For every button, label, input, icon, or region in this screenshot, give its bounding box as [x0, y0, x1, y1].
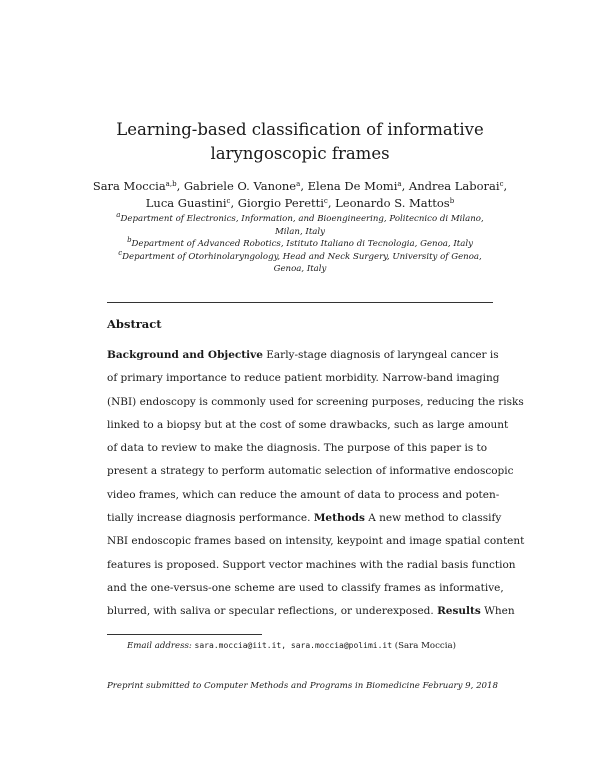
- paper-title: [0, 118, 600, 166]
- abstract-line: [107, 414, 509, 437]
- author-name: Elena De Momi: [307, 179, 398, 193]
- title-line-1: Learning-based classification of informative: [116, 120, 484, 139]
- abstract-line: [107, 577, 504, 600]
- abstract-line: [107, 554, 516, 577]
- footnote-email: [127, 640, 456, 652]
- abstract-text: present a strategy to perform automatic selection of informative endoscopic: [107, 465, 514, 478]
- title-line-2: laryngoscopic frames: [210, 144, 390, 163]
- author-affil-mark: c: [226, 197, 231, 205]
- author-name: Gabriele O. Vanone: [183, 179, 297, 193]
- abstract-heading: Abstract: [107, 317, 162, 331]
- abstract-text: and the one-versus-one scheme are used to classify frames as informative,: [107, 581, 504, 594]
- abstract-text: tially increase diagnosis performance.: [107, 512, 314, 525]
- abstract-divider: [107, 302, 493, 303]
- abstract-text: features is proposed. Support vector machines with the radial basis function: [107, 558, 516, 571]
- abstract-line: [107, 344, 499, 367]
- author-affil-mark: b: [449, 197, 455, 205]
- author-affil-mark: c: [499, 180, 504, 188]
- abstract-line: [107, 530, 525, 553]
- abstract-line: [107, 507, 502, 530]
- affiliation-c-cont: Genoa, Italy: [273, 264, 327, 275]
- abstract-text: of data to review to make the diagnosis. The purpose of this paper is to: [107, 442, 488, 455]
- author-name: Sara Moccia: [92, 179, 166, 193]
- preprint-note: Preprint submitted to Computer Methods and Programs in Biomedicine February 9, 2018: [107, 681, 498, 691]
- author-name: Luca Guastini: [145, 196, 227, 210]
- abstract-line: [107, 391, 524, 414]
- author-name: Andrea Laborai: [408, 179, 500, 193]
- affiliation-b: $^b$Department of Advanced Robotics, Istituto Italiano di Tecnologia, Genoa, Italy: [127, 236, 473, 250]
- email-label: Email address:: [127, 641, 192, 651]
- author-affil-mark: a,b: [165, 180, 177, 188]
- abstract-line: [107, 460, 514, 483]
- abstract-section-label: Methods: [313, 512, 365, 525]
- abstract-text: linked to a biopsy but at the cost of some drawbacks, such as large amount: [107, 418, 509, 431]
- abstract-text: blurred, with saliva or specular reflections, or underexposed.: [107, 605, 438, 618]
- abstract-section-label: Results: [437, 605, 481, 618]
- affiliation-list: [100, 213, 500, 276]
- abstract-text: of primary importance to reduce patient morbidity. Narrow-band imaging: [107, 372, 500, 385]
- abstract-line: [107, 437, 493, 460]
- author-name: Leonardo S. Mattos: [335, 196, 450, 210]
- abstract-text: When: [480, 605, 515, 618]
- author-affil-mark: c: [323, 197, 328, 205]
- abstract-line: [107, 484, 500, 507]
- footnote-divider: [107, 634, 262, 635]
- author-affil-mark: a: [397, 180, 402, 188]
- author-affil-mark: a: [296, 180, 301, 188]
- author-line-2: Luca Guastini$^c$, Giorgio Peretti$^c$, Leonardo S. Mattos$^b$: [145, 196, 455, 210]
- abstract-body: [107, 344, 525, 624]
- abstract-section-label: Background and Objective: [107, 349, 263, 361]
- email-addresses[interactable]: sara.moccia@iit.it, sara.moccia@polimi.it: [194, 641, 393, 650]
- abstract-line: [107, 367, 500, 390]
- abstract-text: A new method to classify: [364, 512, 502, 525]
- abstract-text: (NBI) endoscopy is commonly used for screening purposes, reducing the risks: [107, 395, 524, 408]
- email-owner: (Sara Moccia): [394, 641, 456, 651]
- affiliation-c: $^c$Department of Otorhinolaryngology, Head and Neck Surgery, University of Genoa,: [118, 248, 482, 262]
- author-name: Giorgio Peretti: [237, 196, 324, 210]
- author-line-1: Sara Moccia$^{a,b}$, Gabriele O. Vanone$^a$, Elena De Momi$^a$, Andrea Laborai$^c$,: [92, 179, 508, 193]
- affiliation-a-cont: Milan, Italy: [275, 226, 325, 237]
- affiliation-a: $^a$Department of Electronics, Information, and Bioengineering, Politecnico di Milano,: [116, 211, 484, 224]
- author-list: [0, 178, 600, 212]
- abstract-line: [107, 600, 515, 623]
- abstract-text: video frames, which can reduce the amount of data to process and poten-: [107, 488, 500, 501]
- abstract-text: NBI endoscopic frames based on intensity, keypoint and image spatial content: [107, 535, 525, 548]
- abstract-text: Early-stage diagnosis of laryngeal cancer is: [262, 349, 499, 361]
